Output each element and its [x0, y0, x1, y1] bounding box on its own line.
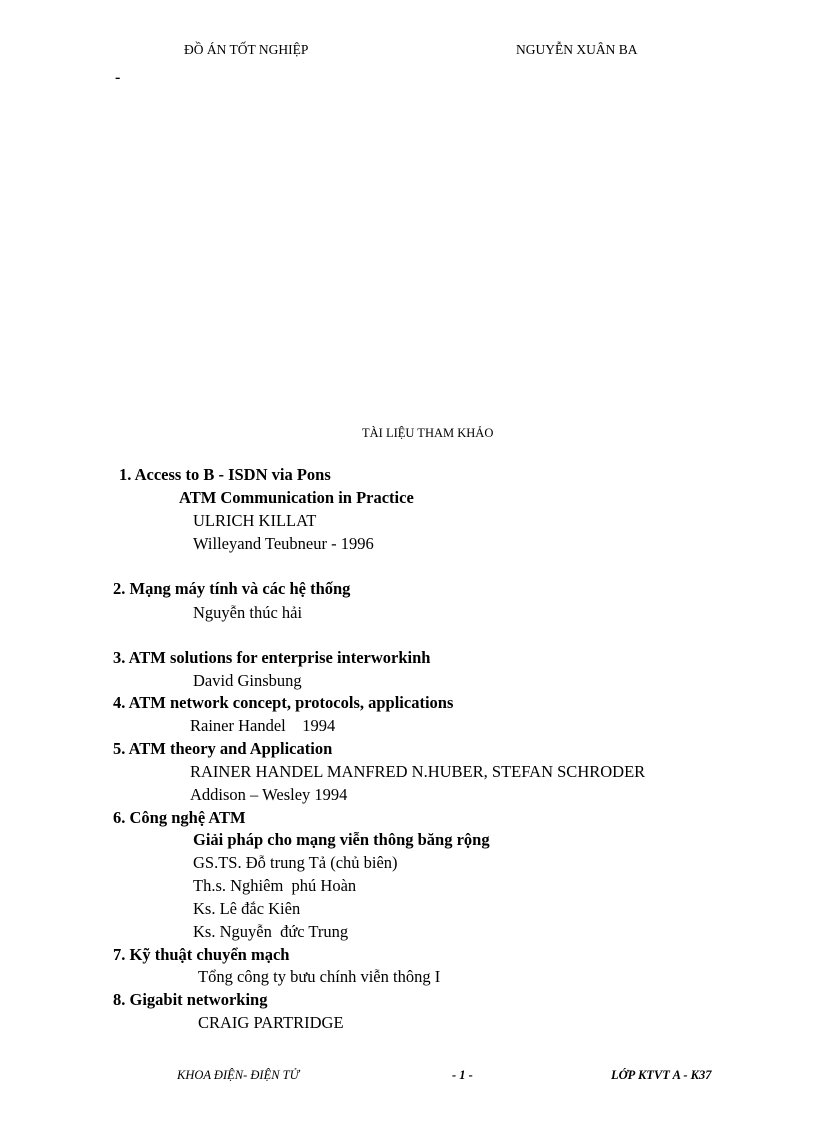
reference-1-title: 1. Access to B - ISDN via Pons	[119, 465, 331, 484]
reference-6-line-1: GS.TS. Đỗ trung Tả (chủ biên)	[193, 853, 398, 872]
reference-1-line-1: ULRICH KILLAT	[193, 511, 317, 530]
reference-5-line-1: RAINER HANDEL MANFRED N.HUBER, STEFAN SCHRODER	[190, 762, 646, 781]
header-left: ĐỒ ÁN TỐT NGHIỆP	[184, 42, 309, 57]
footer-left: KHOA ĐIỆN- ĐIỆN TỬ	[177, 1068, 300, 1082]
reference-6-line-4: Ks. Nguyễn đức Trung	[193, 922, 349, 941]
top-dash: -	[115, 69, 121, 86]
reference-1-subtitle: ATM Communication in Practice	[179, 488, 414, 507]
section-title: TÀI LIỆU THAM KHẢO	[362, 426, 494, 440]
reference-3-title: 3. ATM solutions for enterprise interworkinh	[113, 648, 431, 667]
reference-2-title: 2. Mạng máy tính và các hệ thống	[113, 579, 351, 598]
reference-6-title: 6. Công nghệ ATM	[113, 808, 246, 827]
reference-4-title: 4. ATM network concept, protocols, applications	[113, 693, 454, 712]
footer-page-number: - 1 -	[452, 1068, 473, 1082]
reference-8-line-1: CRAIG PARTRIDGE	[198, 1013, 344, 1032]
reference-1-line-2: Willeyand Teubneur - 1996	[193, 534, 374, 553]
reference-3-line-1: David Ginsbung	[193, 671, 302, 690]
footer-right: LỚP KTVT A - K37	[611, 1068, 712, 1082]
reference-8-title: 8. Gigabit networking	[113, 990, 268, 1009]
reference-5-title: 5. ATM theory and Application	[113, 739, 333, 758]
reference-7-title: 7. Kỹ thuật chuyển mạch	[113, 945, 290, 964]
header-right: NGUYỄN XUÂN BA	[516, 42, 638, 57]
reference-6-line-3: Ks. Lê đắc Kiên	[193, 899, 301, 918]
reference-6-line-2: Th.s. Nghiêm phú Hoàn	[193, 876, 357, 895]
reference-5-line-2: Addison – Wesley 1994	[190, 785, 348, 804]
reference-6-subtitle: Giải pháp cho mạng viễn thông băng rộng	[193, 830, 490, 849]
reference-7-line-1: Tổng công ty bưu chính viễn thông I	[198, 967, 441, 986]
reference-2-line-1: Nguyễn thúc hải	[193, 603, 303, 622]
reference-4-line-1: Rainer Handel 1994	[190, 716, 336, 735]
